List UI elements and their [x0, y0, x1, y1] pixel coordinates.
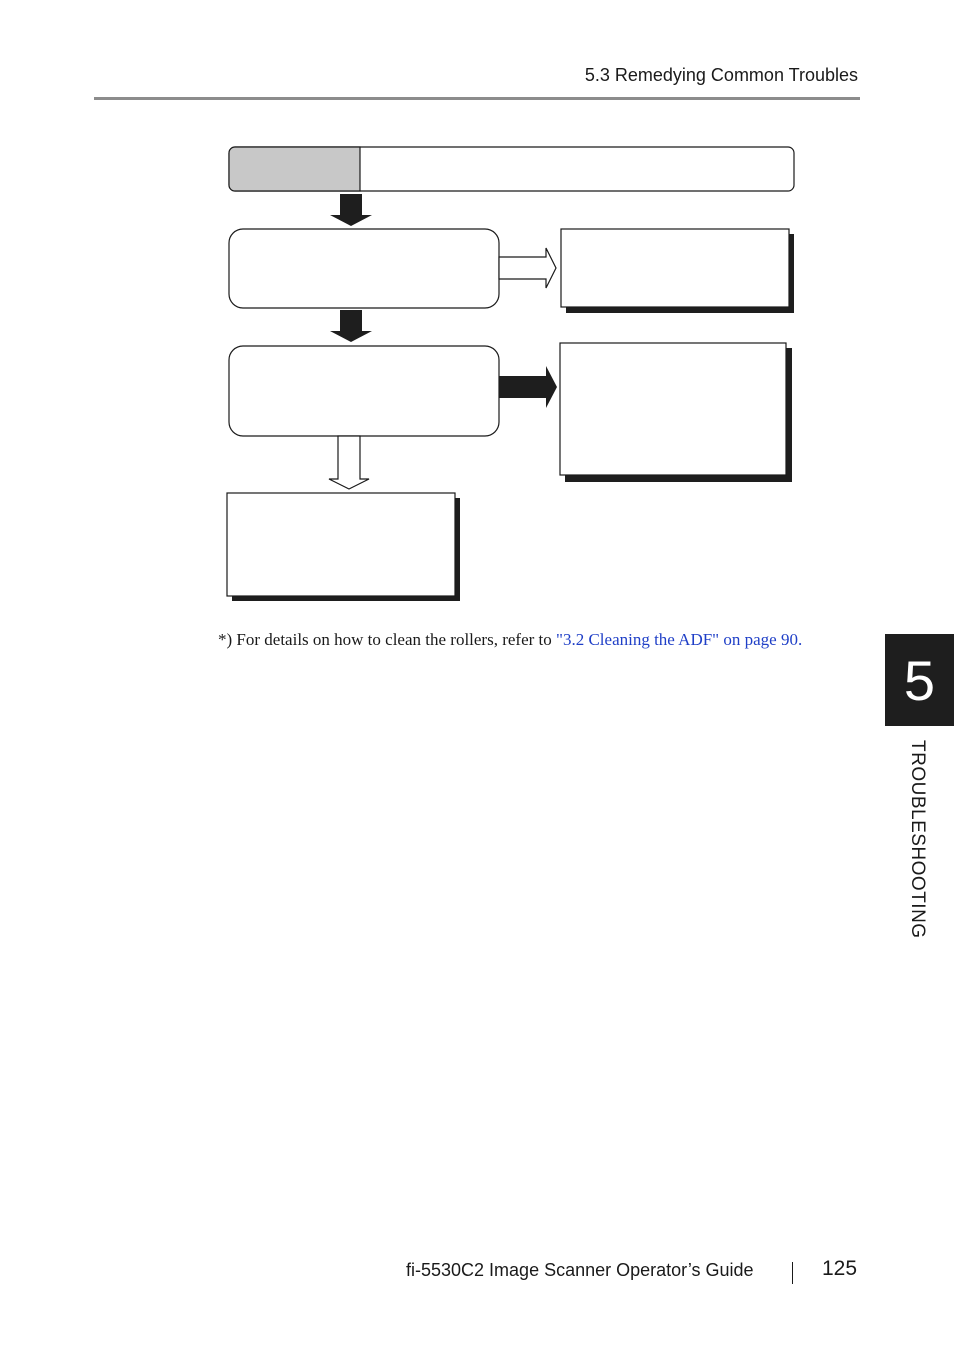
flow-title-bar [229, 147, 794, 191]
check-box-2 [229, 346, 499, 436]
result-box-3 [227, 493, 460, 601]
footer-guide-title: fi-5530C2 Image Scanner Operator’s Guide [406, 1260, 754, 1280]
right-arrow-hollow [499, 248, 556, 288]
result-box-1 [561, 229, 794, 313]
down-arrow-solid-2 [330, 310, 372, 342]
footer-separator [792, 1262, 793, 1284]
running-header: 5.3 Remedying Common Troubles [584, 65, 858, 85]
page-number: 125 [822, 1257, 858, 1280]
right-arrow-solid [499, 366, 557, 408]
down-arrow-hollow [329, 436, 369, 489]
chapter-number: 5 [903, 648, 936, 712]
cleaning-adf-link[interactable]: "3.2 Cleaning the ADF" on page 90. [556, 630, 803, 649]
chapter-tab [885, 634, 954, 726]
footnote [218, 630, 802, 650]
chapter-label: TROUBLESHOOTING [907, 740, 928, 939]
footnote-text: *) For details on how to clean the rollers, refer to [218, 630, 557, 649]
check-box-1 [229, 229, 499, 308]
down-arrow-solid-1 [330, 194, 372, 226]
result-box-2 [560, 343, 792, 482]
